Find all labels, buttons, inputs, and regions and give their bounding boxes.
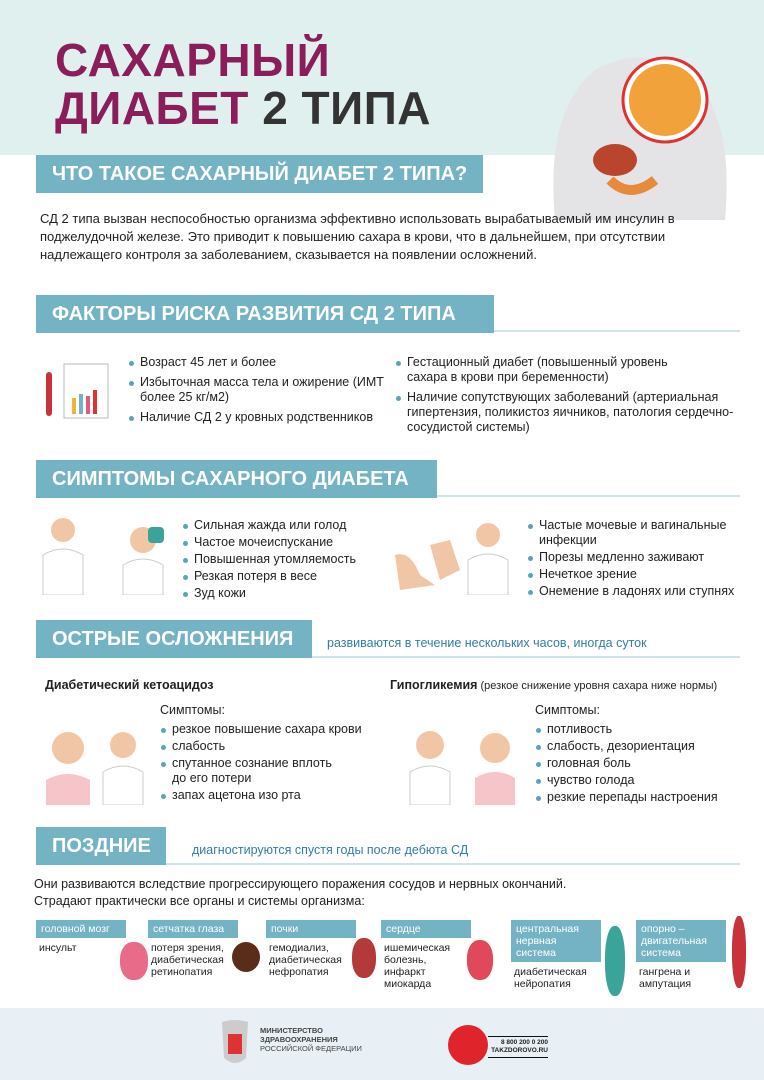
list-item: резкое повышение сахара крови [160, 722, 380, 737]
list-item: Наличие сопутствующих заболеваний (артериальная гипертензия, поликистоз яичников, патология сердечно-сосудистой системы) [395, 390, 745, 435]
late-header: ПОЗДНИЕ [36, 827, 166, 865]
organ-description: гангрена и ампутация [639, 966, 692, 990]
list-item: потливость [535, 722, 755, 737]
organ-label: опорно – двигательная система [636, 920, 726, 962]
organ-card [511, 920, 623, 994]
acute-header: ОСТРЫЕ ОСЛОЖНЕНИЯ [36, 620, 312, 658]
hypo-list [535, 722, 755, 807]
list-item: Нечеткое зрение [527, 567, 757, 582]
symptoms-list-left [182, 518, 382, 603]
organ-card [36, 920, 148, 958]
divider [437, 495, 740, 497]
blood-vessel-icon [732, 916, 746, 988]
hands-feet-illustration [390, 515, 520, 595]
thirsty-person-illustration [38, 515, 178, 595]
organ-description: диабетическая нейропатия [514, 966, 587, 990]
title-line2b: 2 ТИПА [262, 82, 431, 134]
list-item: головная боль [535, 756, 755, 771]
organ-label: сердце [381, 920, 471, 938]
organ-label: почки [266, 920, 356, 938]
neuron-icon [605, 926, 625, 996]
organ-card [636, 920, 748, 994]
organ-description: ишемическая болезнь, инфаркт миокарда [384, 942, 451, 990]
late-text [34, 876, 566, 910]
title-line1: САХАРНЫЙ [55, 34, 331, 86]
list-item: Онемение в ладонях или ступнях [527, 584, 757, 599]
divider [494, 330, 740, 332]
late-text-1: Они развиваются вследствие прогрессирующего поражения сосудов и нервных окончаний. [34, 877, 567, 891]
hotline [488, 1036, 548, 1058]
late-subtitle: диагностируются спустя годы после дебюта СД [192, 843, 469, 857]
list-item: Возраст 45 лет и более [128, 355, 388, 370]
hotline-phone[interactable]: 8 800 200 0 200 [501, 1039, 548, 1046]
list-item: Зуд кожи [182, 586, 382, 601]
hypo-note: (резкое снижение уровня сахара ниже нормы) [480, 680, 718, 692]
heart-icon [467, 940, 493, 980]
organ-description: инсульт [39, 942, 77, 954]
organ-label: сетчатка глаза [148, 920, 238, 938]
risk-list-left [128, 355, 388, 430]
divider [312, 656, 740, 658]
list-item: Частые мочевые и вагинальные инфекции [527, 518, 757, 548]
keto-symptoms-label: Симптомы: [160, 703, 225, 717]
ministry-emblem-icon [218, 1018, 252, 1068]
symptoms-list-right [527, 518, 757, 601]
organ-card [148, 920, 260, 982]
list-item: резкие перепады настроения [535, 790, 755, 805]
ministry-line: ЗДРАВООХРАНЕНИЯ [260, 1035, 338, 1044]
risk-list-right [395, 355, 745, 440]
symptoms-header: СИМПТОМЫ САХАРНОГО ДИАБЕТА [36, 460, 437, 498]
footer [0, 1008, 764, 1080]
what-text: СД 2 типа вызван неспособностью организма эффективно использовать вырабатываемый им инсулин в поджелудочной железе. Это приводит к повышению сахара в крови, что в дальнейшем, при отсутствии надлежащего контроля за заболеванием, сказывается на появлении осложнений. [40, 211, 675, 262]
list-item: Наличие СД 2 у кровных родственников [128, 410, 388, 425]
organ-description: гемодиализ, диабетическая нефропатия [269, 942, 342, 978]
what-header: ЧТО ТАКОЕ САХАРНЫЙ ДИАБЕТ 2 ТИПА? [36, 155, 483, 193]
keto-title: Диабетический кетоацидоз [45, 678, 214, 692]
divider [166, 863, 740, 865]
list-item: чувство голода [535, 773, 755, 788]
kidney-icon [352, 938, 376, 978]
list-item: слабость, дезориентация [535, 739, 755, 754]
takzdorovo-logo [448, 1025, 488, 1065]
organ-label: центральная нервная система [511, 920, 601, 962]
list-item: Сильная жажда или голод [182, 518, 382, 533]
list-item: Частое мочеиспускание [182, 535, 382, 550]
list-item: запах ацетона изо рта [160, 788, 380, 803]
hypo-title-row [390, 678, 717, 692]
list-item: Резкая потеря в весе [182, 569, 382, 584]
ketoacidosis-illustration [38, 720, 153, 805]
pancreas-illustration [535, 30, 745, 220]
clipboard-chart-icon [42, 360, 112, 420]
list-item: спутанное сознание вплоть до его потери [160, 756, 345, 786]
keto-list [160, 722, 380, 805]
ministry-name [260, 1026, 362, 1053]
acute-subtitle: развиваются в течение нескольких часов, иногда суток [327, 636, 647, 650]
organ-label: головной мозг [36, 920, 126, 938]
ministry-line: РОССИЙСКОЙ ФЕДЕРАЦИИ [260, 1044, 362, 1053]
list-item: Повышенная утомляемость [182, 552, 382, 567]
eye-icon [232, 942, 260, 972]
hypo-symptoms-label: Симптомы: [535, 703, 600, 717]
page-title [55, 36, 431, 132]
hypo-title: Гипогликемия [390, 678, 478, 692]
list-item: Гестационный диабет (повышенный уровень сахара в крови при беременности) [395, 355, 685, 385]
list-item: слабость [160, 739, 380, 754]
organ-card [381, 920, 493, 994]
ministry-line: МИНИСТЕРСТВО [260, 1026, 323, 1035]
title-line2a: ДИАБЕТ [55, 82, 249, 134]
list-item: Порезы медленно заживают [527, 550, 757, 565]
organ-card [266, 920, 378, 982]
brain-icon [120, 942, 148, 980]
risk-header: ФАКТОРЫ РИСКА РАЗВИТИЯ СД 2 ТИПА [36, 295, 494, 333]
organ-description: потеря зрения, диабетическая ретинопатия [151, 942, 224, 978]
hotline-site[interactable]: TAKZDOROVO.RU [491, 1047, 548, 1054]
hypoglycemia-illustration [405, 720, 525, 805]
late-text-2: Страдают практически все органы и системы организма: [34, 894, 365, 908]
list-item: Избыточная масса тела и ожирение (ИМТ более 25 кг/м2) [128, 375, 388, 405]
